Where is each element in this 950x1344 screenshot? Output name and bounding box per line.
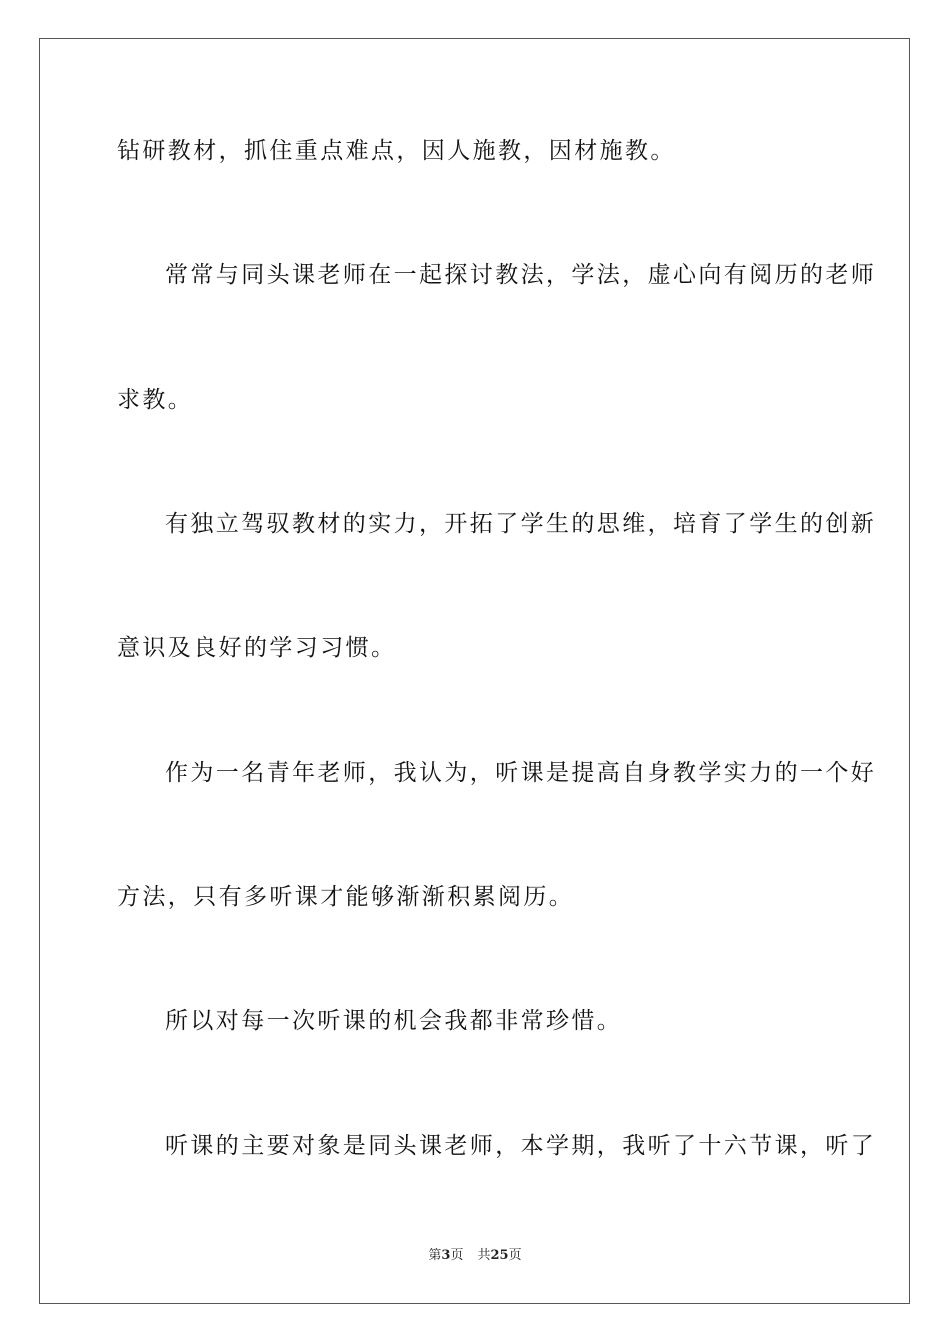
footer-total-pages: 25 — [490, 1248, 509, 1263]
footer-page-number: 3 — [441, 1248, 451, 1263]
footer-page-prefix: 第 — [428, 1248, 442, 1263]
footer-total-suffix: 页 — [508, 1248, 522, 1263]
text-line: 有独立驾驭教材的实力，开拓了学生的思维，培育了学生的创新 — [165, 511, 877, 537]
footer-page-suffix: 页 — [450, 1248, 464, 1263]
text-line: 常常与同头课老师在一起探讨教法，学法，虚心向有阅历的老师 — [165, 262, 877, 288]
text-line: 所以对每一次听课的机会我都非常珍惜。 — [165, 1008, 623, 1034]
page-footer — [0, 1247, 950, 1265]
text-line: 求教。 — [117, 387, 194, 413]
text-line: 听课的主要对象是同头课老师，本学期，我听了十六节课，听了 — [165, 1133, 877, 1159]
page-border — [39, 38, 910, 1304]
text-line: 作为一名青年老师，我认为，听课是提高自身教学实力的一个好 — [165, 760, 877, 786]
text-line: 意识及良好的学习习惯。 — [117, 635, 397, 661]
footer-total-prefix: 共 — [477, 1248, 491, 1263]
text-line: 方法，只有多听课才能够渐渐积累阅历。 — [117, 884, 575, 910]
text-line: 钻研教材，抓住重点难点，因人施教，因材施教。 — [117, 138, 676, 164]
